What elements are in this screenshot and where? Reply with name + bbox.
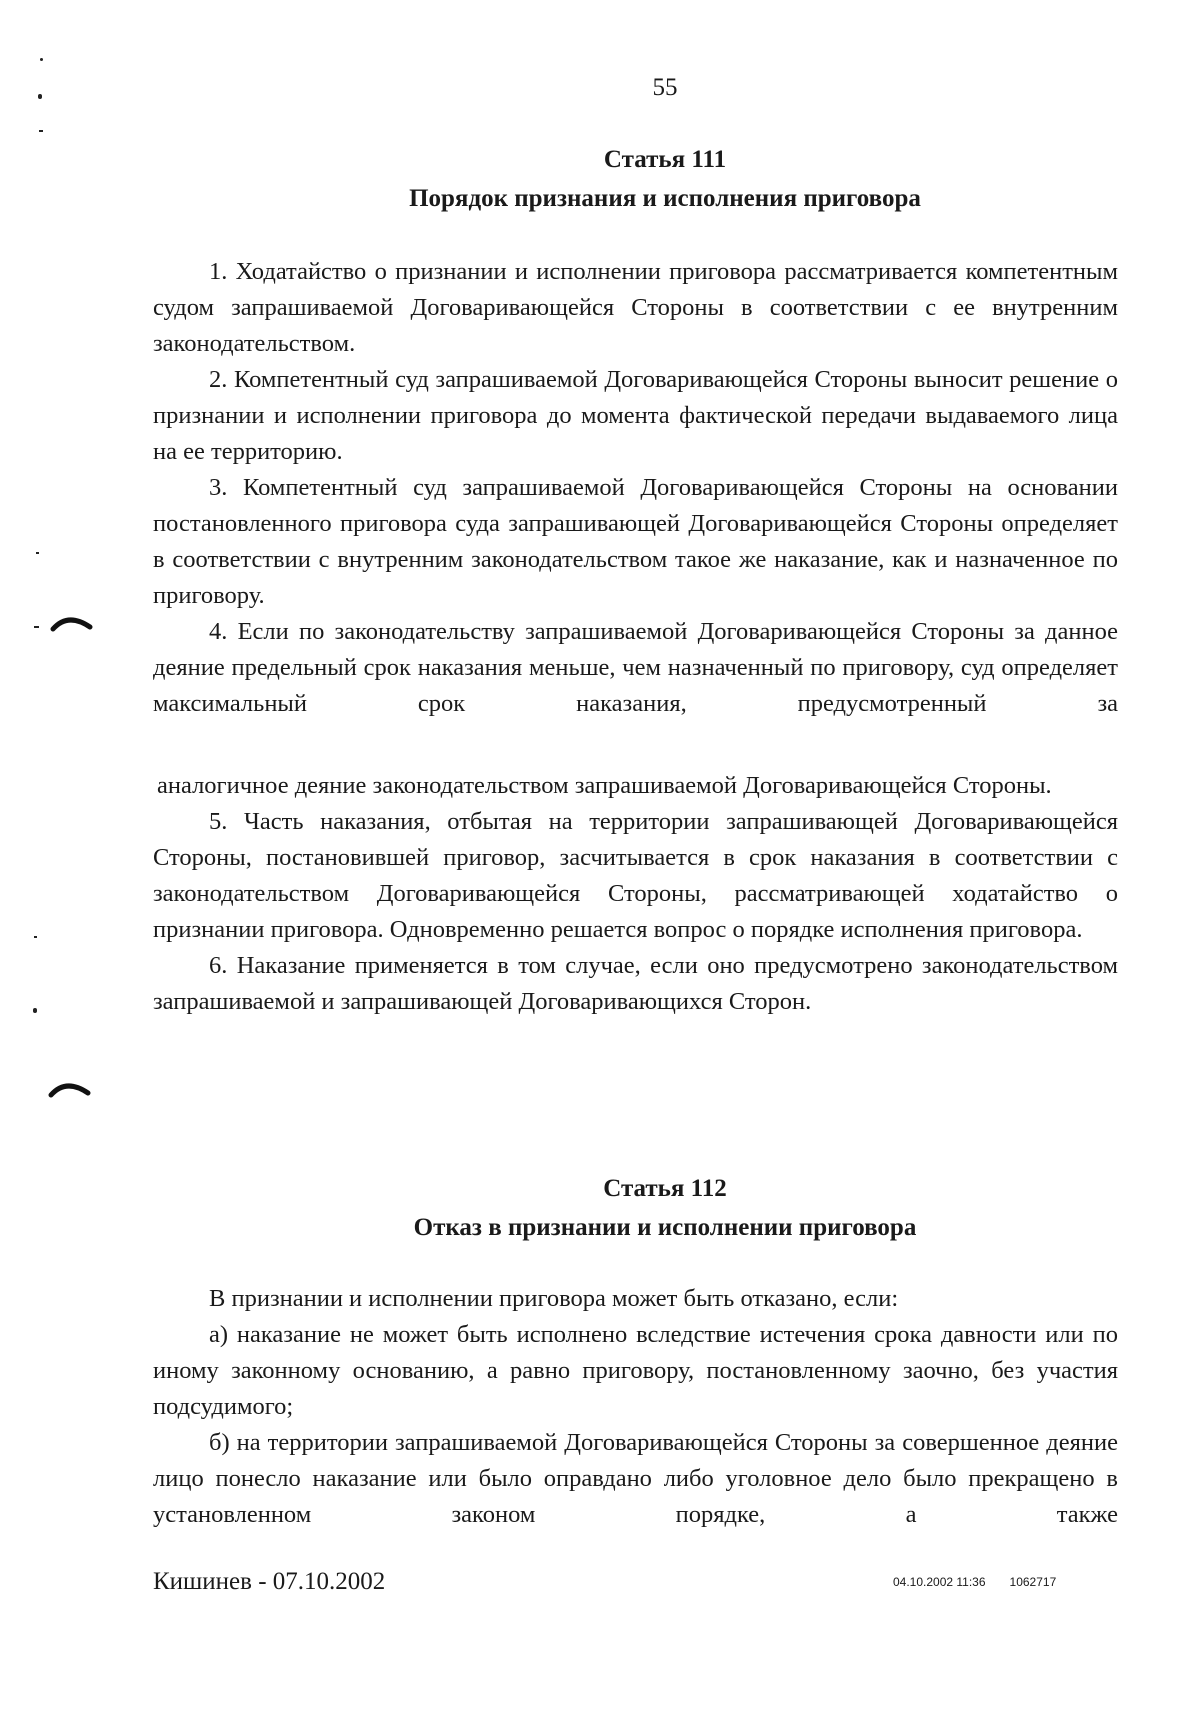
paragraph: 2. Компетентный суд запрашиваемой Договаривающейся Стороны выносит решение о признании и исполнении приговора до момента фактической передачи выдаваемого лица на ее территорию.: [153, 366, 1118, 465]
paragraph: 5. Часть наказания, отбытая на территории запрашивающей Договаривающейся Стороны, постановившей приговор, засчитывается в срок наказания в соответствии с законодательством Договаривающейся Стороны, рассматривающей ходатайство о признании приговора. Одновременно решается вопрос о порядке исполнения приговора.: [153, 808, 1118, 943]
paragraph: б) на территории запрашиваемой Договаривающейся Стороны за совершенное деяние лицо понесло наказание или было оправдано либо уголовное дело было прекращено в установленном законом порядке, а также: [153, 1429, 1118, 1528]
article-111-number: Статья 111: [603, 146, 727, 173]
paragraph: В признании и исполнении приговора может быть отказано, если:: [209, 1285, 899, 1312]
scan-mark: [38, 94, 42, 99]
article-111-body-continued: [153, 768, 1118, 1020]
footer-place-date: Кишинев - 07.10.2002: [153, 1568, 386, 1595]
scan-mark: [36, 552, 39, 554]
stamp-number: 1062717: [1009, 1575, 1057, 1589]
scan-mark: [33, 1008, 37, 1013]
article-112-number: Статья 112: [603, 1175, 727, 1202]
scan-arc-mark: [50, 610, 94, 632]
article-111-body: [153, 254, 1118, 722]
scan-mark: [39, 130, 43, 132]
page-number: 55: [652, 74, 678, 101]
paragraph: 4. Если по законодательству запрашиваемой Договаривающейся Стороны за данное деяние предельный срок наказания меньше, чем назначенный по приговору, суд определяет максимальный срок наказания, предусмотренный за: [153, 618, 1118, 717]
scan-mark: [40, 58, 43, 61]
article-112-body: [153, 1281, 1118, 1533]
footer-stamp: [893, 1575, 1056, 1589]
article-111-title: Порядок признания и исполнения приговора: [409, 185, 921, 212]
paragraph: 1. Ходатайство о признании и исполнении приговора рассматривается компетентным судом запрашиваемой Договаривающейся Стороны в соответствии с ее внутренним законодательством.: [153, 258, 1118, 357]
paragraph: а) наказание не может быть исполнено вследствие истечения срока давности или по иному законному основанию, а равно приговору, постановленному заочно, без участия подсудимого;: [153, 1321, 1118, 1420]
scan-mark: [34, 626, 39, 628]
paragraph: 3. Компетентный суд запрашиваемой Договаривающейся Стороны на основании постановленного приговора суда запрашивающей Договаривающейся Стороны определяет в соответствии с внутренним законодательством такое же наказание, как и назначенное по приговору.: [153, 474, 1118, 609]
scan-arc-mark: [48, 1076, 92, 1098]
article-112-title: Отказ в признании и исполнении приговора: [413, 1214, 917, 1241]
stamp-datetime: 04.10.2002 11:36: [893, 1575, 986, 1589]
paragraph: 6. Наказание применяется в том случае, если оно предусмотрено законодательством запрашиваемой и запрашивающей Договаривающихся Сторон.: [153, 952, 1118, 1015]
paragraph: аналогичное деяние законодательством запрашиваемой Договаривающейся Стороны.: [157, 772, 1052, 799]
scan-mark: [34, 936, 37, 938]
